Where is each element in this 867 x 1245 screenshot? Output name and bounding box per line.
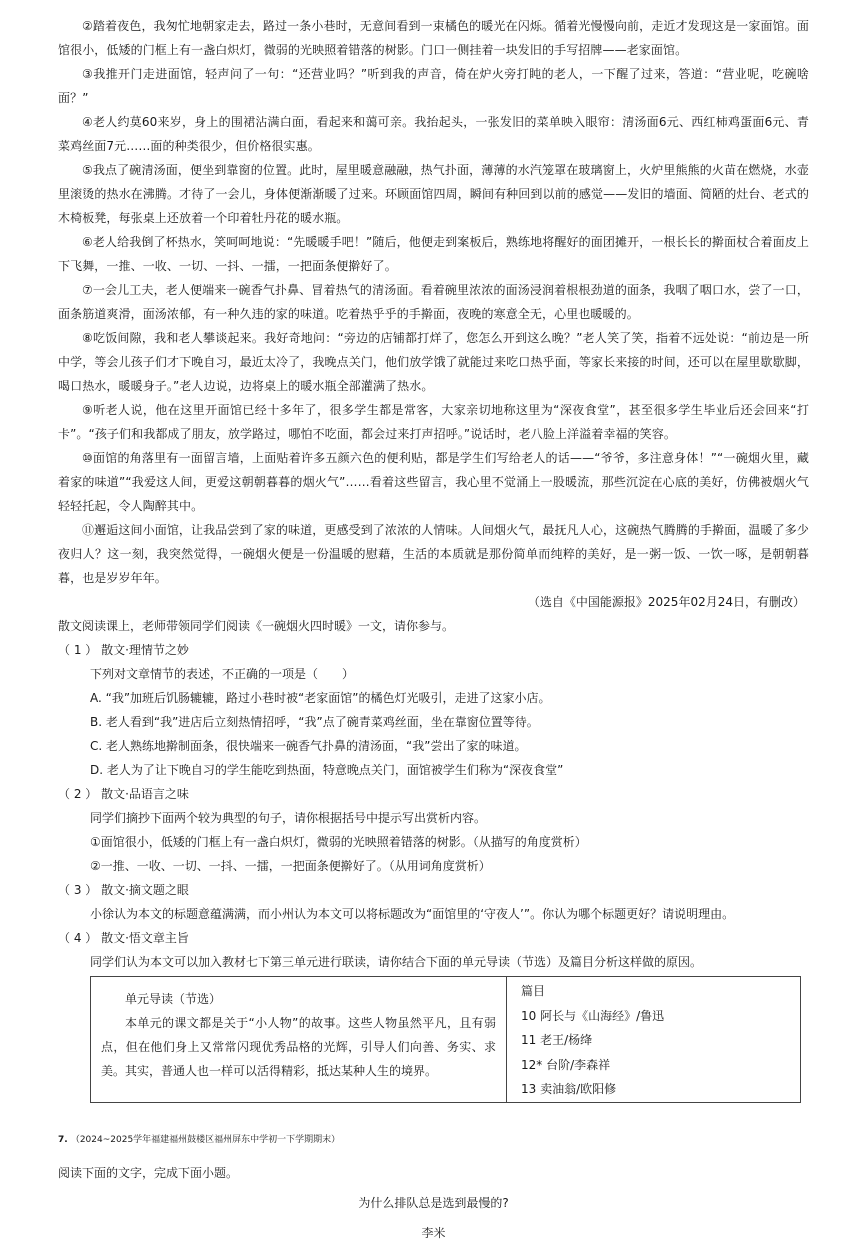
question-7-instruction: 阅读下面的文字，完成下面小题。	[58, 1165, 239, 1180]
option-a[interactable]: A. “我”加班后饥肠辘辘，路过小巷时被“老家面馆”的橘色灯光吸引，走进了这家小店。	[90, 691, 551, 705]
option-b[interactable]: B. 老人看到“我”进店后立刻热情招呼，“我”点了碗青菜鸡丝面，坐在靠窗位置等待。	[90, 715, 539, 729]
lesson-item: 11 老王/杨绛	[521, 1033, 593, 1047]
unit-guide-table	[90, 976, 801, 1103]
article-source: （选自《中国能源报》2025年02月24日，有删改）	[527, 595, 805, 609]
unit-guide-text: 本单元的课文都是关于“小人物”的故事。这些人物虽然平凡，且有弱点，但在他们身上又常常闪现优秀品格的光辉，引导人们向善、务实、求美。其实，普通人也一样可以活得精彩，抵达某种人生的境界。	[101, 1016, 496, 1078]
question-4	[58, 926, 809, 1103]
paragraph-7: ⑦一会儿工夫，老人便端来一碗香气扑鼻、冒着热气的清汤面。看着碗里浓浓的面汤浸润着根根劲道的面条，我咽了咽口水，尝了一口，面条筋道爽滑，面汤浓郁，有一种久违的家的味道。吃着热乎乎的手擀面，夜晚的寒意全无，心里也暖暖的。	[58, 283, 809, 321]
question-2	[58, 782, 809, 878]
question-3-stem: 小徐认为本文的标题意蕴满满，而小州认为本文可以将标题改为“面馆里的‘守夜人’”。你认为哪个标题更好？请说明理由。	[90, 907, 735, 921]
paragraph-8: ⑧吃饭间隙，我和老人攀谈起来。我好奇地问：“旁边的店铺都打烊了，您怎么开到这么晚？”老人笑了笑，指着不远处说：“前边是一所中学，等会儿孩子们才下晚自习，最近太冷了，我晚点关门，他们放学饿了就能过来吃口热乎面，等家长来接的时间，还可以在屋里歇歇脚，喝口热水，暖暖身子。”老人边说，边将桌上的暖水瓶全部灌满了热水。	[58, 331, 809, 393]
question-7-source: （2024~2025学年福建福州鼓楼区福州屏东中学初一下学期期末）	[70, 1134, 341, 1145]
question-2-heading: （ 2 ） 散文·品语言之味	[58, 787, 189, 801]
paragraph-4: ④老人约莫60来岁，身上的围裙沾满白面，看起来和蔼可亲。我抬起头，一张发旧的菜单映入眼帘：清汤面6元、西红柿鸡蛋面6元、青菜鸡丝面7元……面的种类很少，但价格很实惠。	[58, 115, 809, 153]
question-7	[58, 1133, 809, 1245]
question-2-sentence-2: ②一推、一收、一切、一抖、一擂，一把面条便擀好了。（从用词角度赏析）	[90, 859, 491, 873]
unit-guide-cell	[91, 977, 507, 1103]
question-3-heading: （ 3 ） 散文·摘文题之眼	[58, 883, 189, 897]
unit-guide-title: 单元导读（节选）	[125, 992, 222, 1006]
question-7-number: 7.	[58, 1134, 68, 1145]
question-2-stem: 同学们摘抄下面两个较为典型的句子，请你根据括号中提示写出赏析内容。	[90, 811, 487, 825]
passage-author: 李米	[421, 1225, 446, 1240]
paragraph-9: ⑨听老人说，他在这里开面馆已经十多年了，很多学生都是常客，大家亲切地称这里为“深夜食堂”，甚至很多学生毕业后还会回来“打卡”。“孩子们和我都成了朋友，放学路过，哪怕不吃面，都会过来打声招呼。”说话时，老八脸上洋溢着幸福的笑容。	[58, 403, 809, 441]
lesson-list-title: 篇目	[521, 984, 546, 998]
lesson-item: 10 阿长与《山海经》/鲁迅	[521, 1008, 665, 1023]
question-1	[58, 638, 809, 782]
question-4-heading: （ 4 ） 散文·悟文章主旨	[58, 931, 189, 945]
reading-intro: 散文阅读课上，老师带领同学们阅读《一碗烟火四时暖》一文，请你参与。	[58, 619, 455, 633]
question-3	[58, 878, 809, 926]
paragraph-5: ⑤我点了碗清汤面，便坐到靠窗的位置。此时，屋里暖意融融，热气扑面，薄薄的水汽笼罩在玻璃窗上，火炉里熊熊的火苗在燃烧，水壶里滚烫的热水在沸腾。才待了一会儿，身体便渐渐暖了过来。环顾面馆四周，瞬间有种回到以前的感觉——发旧的墙面、简陋的灶台、老式的木椅板凳，每张桌上还放着一个印着牡丹花的暖水瓶。	[58, 163, 809, 225]
paragraph-2: ②踏着夜色，我匆忙地朝家走去，路过一条小巷时，无意间看到一束橘色的暖光在闪烁。循着光慢慢向前，走近才发现这是一家面馆。面馆很小，低矮的门框上有一盏白炽灯，微弱的光映照着错落的树影。门口一侧挂着一块发旧的手写招牌——老家面馆。	[58, 19, 809, 57]
paragraph-11: ⑪邂逅这间小面馆，让我品尝到了家的味道，更感受到了浓浓的人情味。人间烟火气，最抚凡人心，这碗热气腾腾的手擀面，温暖了多少夜归人？这一刻，我突然觉得，一碗烟火便是一份温暖的慰藉，生活的本质就是那份简单而纯粹的美好，是一粥一饭、一饮一啄，是朝朝暮暮，也是岁岁年年。	[58, 523, 809, 585]
option-c[interactable]: C. 老人熟练地擀制面条，很快端来一碗香气扑鼻的清汤面，“我”尝出了家的味道。	[90, 739, 527, 753]
question-1-stem: 下列对文章情节的表述，不正确的一项是（ ）	[90, 667, 355, 681]
lesson-item: 13 卖油翁/欧阳修	[521, 1082, 617, 1096]
paragraph-10: ⑩面馆的角落里有一面留言墙，上面贴着许多五颜六色的便利贴，都是学生们写给老人的话——“爷爷，多注意身体！”“一碗烟火里，藏着家的味道”“我爱这人间，更爱这朝朝暮暮的烟火气”……看着这些留言，我心里不觉涌上一股暖流，那些沉淀在心底的美好，仿佛被烟火气轻轻托起，令人陶醉其中。	[58, 451, 809, 513]
question-1-heading: （ 1 ） 散文·理情节之妙	[58, 643, 189, 657]
article-body	[58, 14, 809, 614]
passage-title: 为什么排队总是选到最慢的?	[358, 1195, 509, 1210]
option-d[interactable]: D. 老人为了让下晚自习的学生能吃到热面，特意晚点关门，面馆被学生们称为“深夜食堂”	[90, 763, 564, 777]
lesson-item: 12* 台阶/李森祥	[521, 1057, 611, 1072]
paragraph-3: ③我推开门走进面馆，轻声问了一句：“还营业吗？”听到我的声音，倚在炉火旁打盹的老人，一下醒了过来，答道：“营业呢，吃碗啥面？”	[58, 67, 809, 105]
lesson-list-cell	[507, 977, 801, 1103]
question-4-stem: 同学们认为本文可以加入教材七下第三单元进行联读，请你结合下面的单元导读（节选）及篇目分析这样做的原因。	[90, 955, 703, 969]
paragraph-6: ⑥老人给我倒了杯热水，笑呵呵地说：“先暖暖手吧！”随后，他便走到案板后，熟练地将醒好的面团摊开，一根长长的擀面杖合着面皮上下飞舞，一推、一收、一切、一抖、一擂，一把面条便擀好了。	[58, 235, 809, 273]
question-2-sentence-1: ①面馆很小，低矮的门框上有一盏白炽灯，微弱的光映照着错落的树影。（从描写的角度赏析）	[90, 835, 587, 849]
question-7-header	[58, 1133, 809, 1147]
